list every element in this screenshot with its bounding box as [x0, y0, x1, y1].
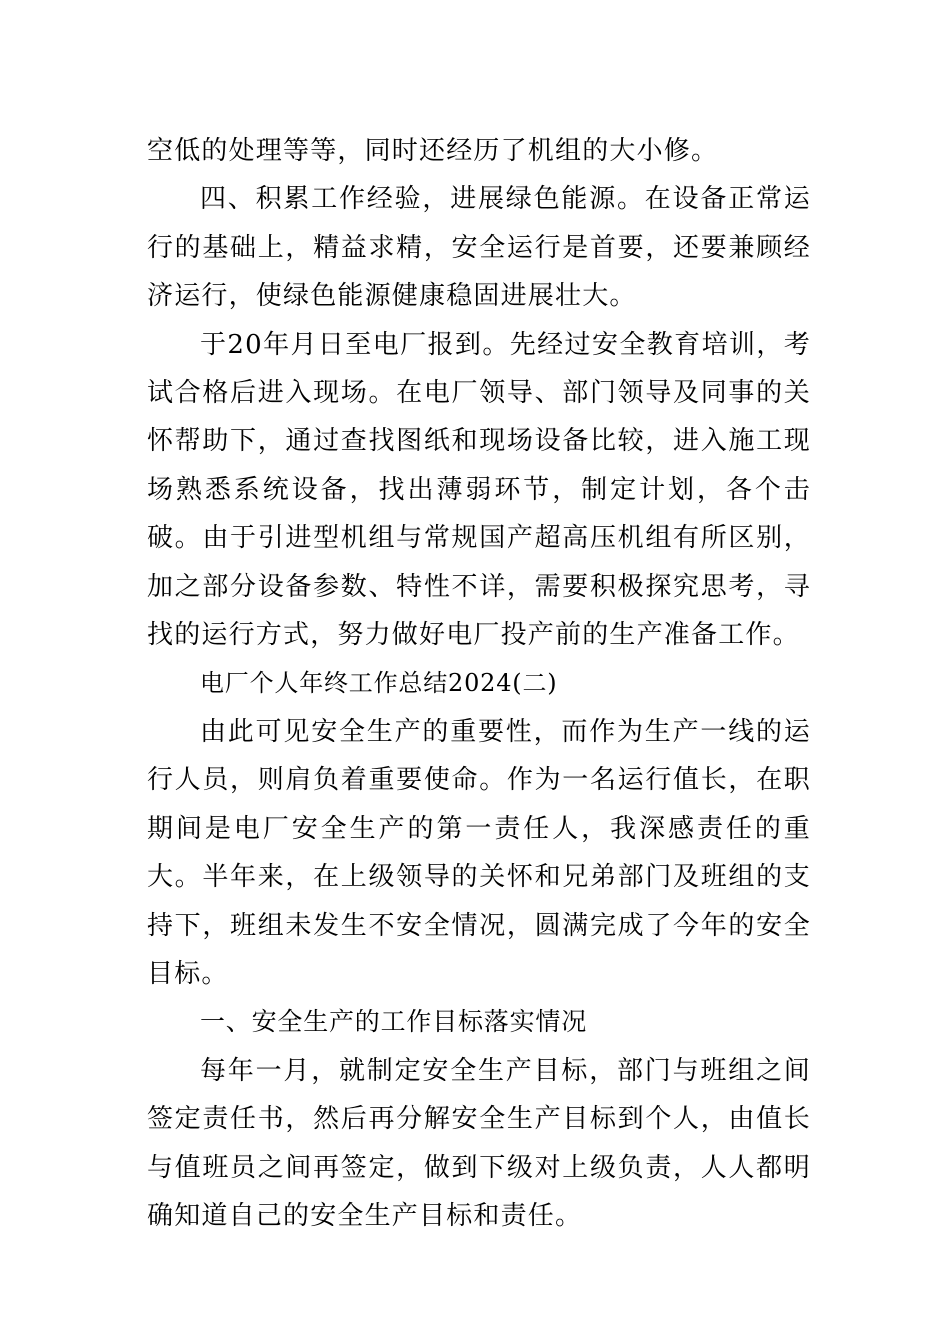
paragraph-continuation: 空低的处理等等，同时还经历了机组的大小修。	[147, 136, 719, 166]
paragraph-safety-importance: 由此可见安全生产的重要性，而作为生产一线的运行人员，则肩负着重要使命。作为一名运行值长，在职期间是电厂安全生产的第一责任人，我深感责任的重大。半年来，在上级领导的关怀和兄弟部门及班组的支持下，班组未发生不安全情况，圆满完成了今年的安全目标。	[147, 716, 811, 989]
section-heading-safety-goals: 一、安全生产的工作目标落实情况	[200, 1007, 588, 1037]
section-title: 电厂个人年终工作总结2024(二)	[200, 669, 558, 698]
paragraph-goal-implementation: 每年一月，就制定安全生产目标，部门与班组之间签定责任书，然后再分解安全生产目标到个人，由值长与值班员之间再签定，做到下级对上级负责，人人都明确知道自己的安全生产目标和责任。	[147, 1055, 811, 1231]
paragraph-green-energy: 四、积累工作经验，进展绿色能源。在设备正常运行的基础上，精益求精，安全运行是首要，还要兼顾经济运行，使绿色能源健康稳固进展壮大。	[147, 184, 811, 312]
paragraph-report-to-plant: 于20年月日至电厂报到。先经过安全教育培训，考试合格后进入现场。在电厂领导、部门领导及同事的关怀帮助下，通过查找图纸和现场设备比较，进入施工现场熟悉系统设备，找出薄弱环节，制定计划，各个击破。由于引进型机组与常规国产超高压机组有所区别，加之部分设备参数、特性不详，需要积极探究思考，寻找的运行方式，努力做好电厂投产前的生产准备工作。	[147, 329, 811, 651]
document-page	[147, 127, 811, 1240]
